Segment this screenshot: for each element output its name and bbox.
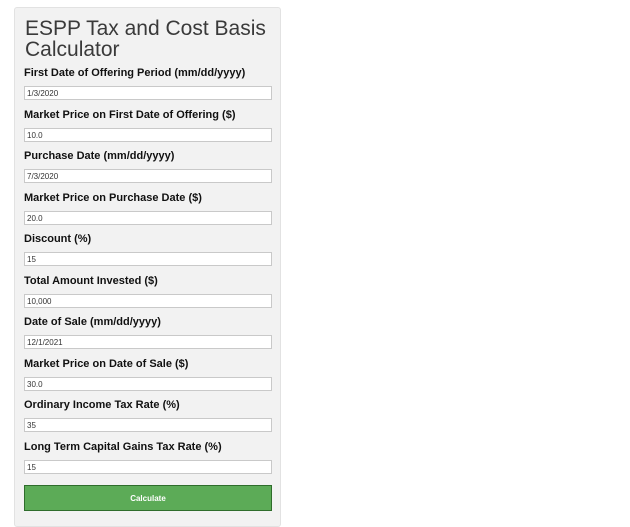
- field-label: Ordinary Income Tax Rate (%): [24, 399, 180, 411]
- calculator-panel: [14, 7, 281, 527]
- sale-date-input[interactable]: [24, 335, 272, 349]
- field-label: Long Term Capital Gains Tax Rate (%): [24, 441, 222, 453]
- field-offering-start-price: [24, 109, 272, 122]
- field-offering-start-date: [24, 67, 272, 80]
- field-label: Total Amount Invested ($): [24, 275, 158, 287]
- income-tax-rate-input[interactable]: [24, 418, 272, 432]
- field-discount: [24, 233, 272, 246]
- calculate-button[interactable]: Calculate: [24, 485, 272, 511]
- offering-start-price-input[interactable]: [24, 128, 272, 142]
- sale-price-input[interactable]: [24, 377, 272, 391]
- purchase-date-input[interactable]: [24, 169, 272, 183]
- field-label: Date of Sale (mm/dd/yyyy): [24, 316, 161, 328]
- purchase-price-input[interactable]: [24, 211, 272, 225]
- page-title: ESPP Tax and Cost Basis Calculator: [25, 17, 266, 61]
- offering-start-date-input[interactable]: [24, 86, 272, 100]
- field-label: Market Price on First Date of Offering ($): [24, 109, 236, 121]
- field-total-invested: [24, 275, 272, 288]
- field-sale-date: [24, 316, 272, 329]
- field-sale-price: [24, 358, 272, 371]
- capital-gains-rate-input[interactable]: [24, 460, 272, 474]
- field-income-tax-rate: [24, 399, 272, 412]
- field-label: Market Price on Purchase Date ($): [24, 192, 202, 204]
- total-invested-input[interactable]: [24, 294, 272, 308]
- discount-input[interactable]: [24, 252, 272, 266]
- field-purchase-date: [24, 150, 272, 163]
- field-capital-gains-rate: [24, 441, 272, 454]
- field-purchase-price: [24, 192, 272, 205]
- field-label: Market Price on Date of Sale ($): [24, 358, 189, 370]
- field-label: Discount (%): [24, 233, 92, 245]
- field-label: Purchase Date (mm/dd/yyyy): [24, 150, 175, 162]
- field-label: First Date of Offering Period (mm/dd/yyyy): [24, 67, 246, 79]
